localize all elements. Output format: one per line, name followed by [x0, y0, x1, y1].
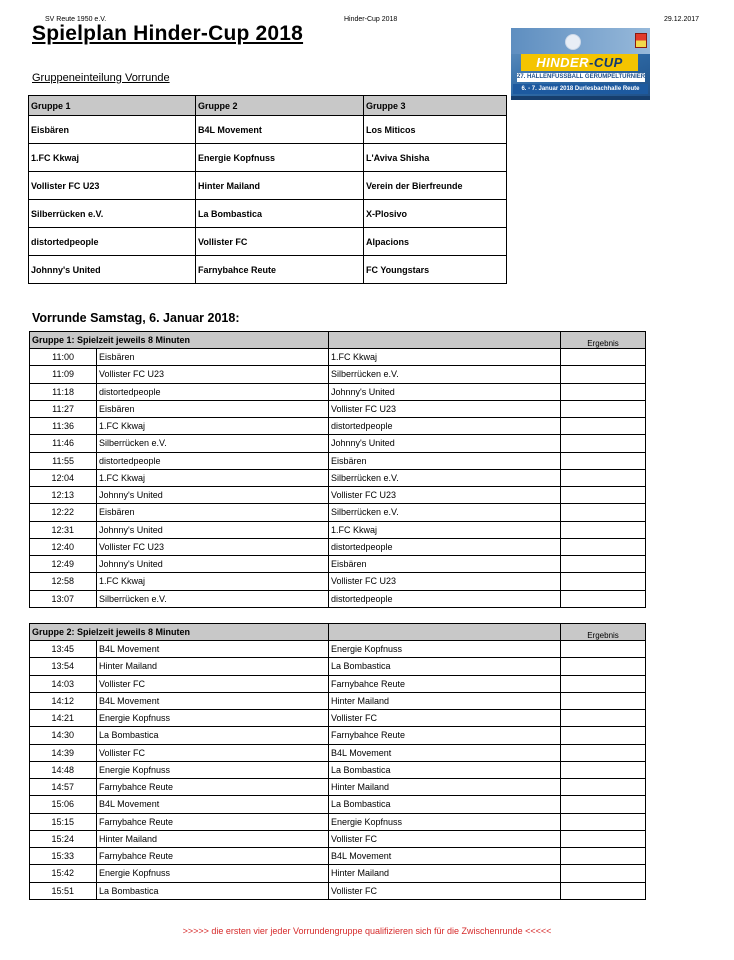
groups-heading: Gruppeneinteilung Vorrunde — [32, 72, 170, 84]
header-date: 29.12.2017 — [664, 16, 700, 23]
match-time: 14:48 — [30, 761, 97, 778]
away-team: La Bombastica — [329, 658, 561, 675]
match-row — [30, 779, 646, 796]
home-team: Farnybahce Reute — [97, 779, 329, 796]
group-2-schedule-table — [29, 623, 646, 900]
header-event: Hinder-Cup 2018 — [344, 16, 398, 23]
match-time: 15:33 — [30, 848, 97, 865]
team-cell: Alpacions — [364, 228, 507, 256]
result-cell — [561, 400, 646, 417]
result-cell — [561, 761, 646, 778]
result-cell — [561, 469, 646, 486]
match-row — [30, 590, 646, 607]
home-team: Vollister FC U23 — [97, 366, 329, 383]
home-team: Energie Kopfnuss — [97, 865, 329, 882]
result-cell — [561, 435, 646, 452]
away-team: distortedpeople — [329, 538, 561, 555]
home-team: Farnybahce Reute — [97, 813, 329, 830]
result-cell — [561, 504, 646, 521]
logo-tournament-line: 27. HALLENFUSSBALL GERÜMPELTURNIER — [517, 74, 646, 80]
team-cell: 1.FC Kkwaj — [29, 144, 196, 172]
match-row — [30, 349, 646, 366]
header-club: SV Reute 1950 e.V. — [45, 16, 107, 23]
team-cell: distortedpeople — [29, 228, 196, 256]
team-cell: B4L Movement — [196, 116, 364, 144]
away-team: 1.FC Kkwaj — [329, 521, 561, 538]
home-team: Silberrücken e.V. — [97, 435, 329, 452]
result-cell — [561, 556, 646, 573]
result-cell — [561, 727, 646, 744]
home-team: Hinter Mailand — [97, 830, 329, 847]
group-header: Gruppe 2 — [196, 96, 364, 116]
schedule-title: Gruppe 1: Spielzeit jeweils 8 Minuten — [30, 332, 329, 349]
result-cell — [561, 641, 646, 658]
away-team: Johnny's United — [329, 435, 561, 452]
team-cell: Farnybahce Reute — [196, 256, 364, 284]
team-cell: Johnny's United — [29, 256, 196, 284]
home-team: Eisbären — [97, 504, 329, 521]
match-row — [30, 848, 646, 865]
group-1-schedule-table — [29, 331, 646, 608]
home-team: Vollister FC — [97, 675, 329, 692]
match-row — [30, 710, 646, 727]
result-cell — [561, 349, 646, 366]
match-time: 13:07 — [30, 590, 97, 607]
match-time: 12:13 — [30, 487, 97, 504]
match-time: 11:18 — [30, 383, 97, 400]
match-row — [30, 452, 646, 469]
result-cell — [561, 865, 646, 882]
group-row — [29, 200, 507, 228]
match-time: 11:09 — [30, 366, 97, 383]
team-cell: Los Miticos — [364, 116, 507, 144]
away-team: Hinter Mailand — [329, 692, 561, 709]
away-team: Farnybahce Reute — [329, 727, 561, 744]
result-cell — [561, 813, 646, 830]
home-team: Hinter Mailand — [97, 658, 329, 675]
home-team: Farnybahce Reute — [97, 848, 329, 865]
home-team: distortedpeople — [97, 383, 329, 400]
home-team: Vollister FC — [97, 744, 329, 761]
match-row — [30, 675, 646, 692]
away-team: Energie Kopfnuss — [329, 813, 561, 830]
match-row — [30, 504, 646, 521]
away-team: 1.FC Kkwaj — [329, 349, 561, 366]
match-time: 12:22 — [30, 504, 97, 521]
logo-date-line: 6. - 7. Januar 2018 Durlesbachhalle Reute — [513, 84, 648, 94]
away-team: Vollister FC — [329, 882, 561, 899]
match-row — [30, 727, 646, 744]
result-cell — [561, 744, 646, 761]
match-row — [30, 761, 646, 778]
home-team: Eisbären — [97, 349, 329, 366]
result-cell — [561, 452, 646, 469]
result-cell — [561, 521, 646, 538]
away-team: Silberrücken e.V. — [329, 504, 561, 521]
vorrunde-heading: Vorrunde Samstag, 6. Januar 2018: — [32, 311, 240, 325]
schedule-header-blank — [329, 332, 561, 349]
away-team: La Bombastica — [329, 796, 561, 813]
away-team: Vollister FC — [329, 830, 561, 847]
match-time: 13:45 — [30, 641, 97, 658]
away-team: Eisbären — [329, 452, 561, 469]
qualification-note: >>>>> die ersten vier jeder Vorrundengruppe qualifizieren sich für die Zwischenrunde <<<<< — [182, 926, 552, 936]
away-team: B4L Movement — [329, 848, 561, 865]
home-team: Johnny's United — [97, 556, 329, 573]
team-cell: Hinter Mailand — [196, 172, 364, 200]
match-row — [30, 882, 646, 899]
match-time: 12:58 — [30, 573, 97, 590]
away-team: Silberrücken e.V. — [329, 366, 561, 383]
match-time: 11:46 — [30, 435, 97, 452]
home-team: B4L Movement — [97, 641, 329, 658]
match-row — [30, 641, 646, 658]
group-header: Gruppe 1 — [29, 96, 196, 116]
result-cell — [561, 692, 646, 709]
away-team: distortedpeople — [329, 590, 561, 607]
result-header: Ergebnis — [561, 624, 646, 641]
crest-icon — [635, 33, 647, 48]
result-cell — [561, 573, 646, 590]
group-row — [29, 172, 507, 200]
away-team: La Bombastica — [329, 761, 561, 778]
match-time: 12:04 — [30, 469, 97, 486]
logo-footer-bar — [511, 96, 650, 100]
home-team: Vollister FC U23 — [97, 538, 329, 555]
match-row — [30, 487, 646, 504]
team-cell: L'Aviva Shisha — [364, 144, 507, 172]
match-time: 11:36 — [30, 418, 97, 435]
ball-icon — [565, 34, 581, 50]
away-team: Silberrücken e.V. — [329, 469, 561, 486]
group-assignment-table — [28, 95, 507, 284]
team-cell: Verein der Bierfreunde — [364, 172, 507, 200]
match-time: 15:06 — [30, 796, 97, 813]
group-row — [29, 256, 507, 284]
away-team: Hinter Mailand — [329, 865, 561, 882]
home-team: B4L Movement — [97, 692, 329, 709]
home-team: Energie Kopfnuss — [97, 761, 329, 778]
team-cell: Energie Kopfnuss — [196, 144, 364, 172]
result-cell — [561, 796, 646, 813]
away-team: B4L Movement — [329, 744, 561, 761]
match-time: 12:31 — [30, 521, 97, 538]
match-row — [30, 573, 646, 590]
match-time: 14:21 — [30, 710, 97, 727]
team-cell: FC Youngstars — [364, 256, 507, 284]
match-time: 14:12 — [30, 692, 97, 709]
home-team: B4L Movement — [97, 796, 329, 813]
result-cell — [561, 418, 646, 435]
match-row — [30, 538, 646, 555]
logo-brand: HINDER-CUP — [521, 54, 638, 71]
home-team: 1.FC Kkwaj — [97, 573, 329, 590]
match-row — [30, 796, 646, 813]
match-time: 11:27 — [30, 400, 97, 417]
match-time: 12:49 — [30, 556, 97, 573]
group-row — [29, 144, 507, 172]
hinder-cup-logo — [511, 28, 650, 100]
match-row — [30, 692, 646, 709]
result-header: Ergebnis — [561, 332, 646, 349]
away-team: Farnybahce Reute — [329, 675, 561, 692]
match-row — [30, 366, 646, 383]
match-time: 11:00 — [30, 349, 97, 366]
schedule-title: Gruppe 2: Spielzeit jeweils 8 Minuten — [30, 624, 329, 641]
result-cell — [561, 383, 646, 400]
match-row — [30, 383, 646, 400]
match-row — [30, 813, 646, 830]
match-row — [30, 830, 646, 847]
group-row — [29, 228, 507, 256]
match-time: 12:40 — [30, 538, 97, 555]
away-team: Vollister FC U23 — [329, 487, 561, 504]
match-row — [30, 469, 646, 486]
result-cell — [561, 830, 646, 847]
result-cell — [561, 658, 646, 675]
team-cell: Vollister FC U23 — [29, 172, 196, 200]
result-cell — [561, 590, 646, 607]
away-team: Vollister FC U23 — [329, 573, 561, 590]
match-row — [30, 435, 646, 452]
match-time: 15:42 — [30, 865, 97, 882]
group-header: Gruppe 3 — [364, 96, 507, 116]
home-team: Energie Kopfnuss — [97, 710, 329, 727]
away-team: Johnny's United — [329, 383, 561, 400]
match-time: 15:24 — [30, 830, 97, 847]
match-row — [30, 556, 646, 573]
match-row — [30, 658, 646, 675]
home-team: distortedpeople — [97, 452, 329, 469]
result-cell — [561, 779, 646, 796]
result-cell — [561, 366, 646, 383]
away-team: Vollister FC U23 — [329, 400, 561, 417]
match-time: 15:15 — [30, 813, 97, 830]
match-time: 14:30 — [30, 727, 97, 744]
match-time: 13:54 — [30, 658, 97, 675]
away-team: distortedpeople — [329, 418, 561, 435]
result-cell — [561, 882, 646, 899]
result-cell — [561, 848, 646, 865]
result-cell — [561, 538, 646, 555]
schedule-header-row — [30, 624, 646, 641]
away-team: Energie Kopfnuss — [329, 641, 561, 658]
schedule-header-row — [30, 332, 646, 349]
home-team: 1.FC Kkwaj — [97, 469, 329, 486]
match-time: 14:03 — [30, 675, 97, 692]
home-team: Johnny's United — [97, 521, 329, 538]
result-cell — [561, 487, 646, 504]
match-row — [30, 744, 646, 761]
match-time: 14:39 — [30, 744, 97, 761]
team-cell: La Bombastica — [196, 200, 364, 228]
page-title: Spielplan Hinder-Cup 2018 — [32, 22, 304, 45]
away-team: Vollister FC — [329, 710, 561, 727]
group-header-row — [29, 96, 507, 116]
team-cell: X-Plosivo — [364, 200, 507, 228]
result-cell — [561, 675, 646, 692]
home-team: La Bombastica — [97, 882, 329, 899]
team-cell: Silberrücken e.V. — [29, 200, 196, 228]
match-time: 15:51 — [30, 882, 97, 899]
match-row — [30, 418, 646, 435]
away-team: Eisbären — [329, 556, 561, 573]
home-team: Eisbären — [97, 400, 329, 417]
team-cell: Eisbären — [29, 116, 196, 144]
match-row — [30, 865, 646, 882]
schedule-header-blank — [329, 624, 561, 641]
home-team: Johnny's United — [97, 487, 329, 504]
home-team: Silberrücken e.V. — [97, 590, 329, 607]
match-row — [30, 400, 646, 417]
away-team: Hinter Mailand — [329, 779, 561, 796]
match-time: 11:55 — [30, 452, 97, 469]
match-time: 14:57 — [30, 779, 97, 796]
home-team: La Bombastica — [97, 727, 329, 744]
group-row — [29, 116, 507, 144]
team-cell: Vollister FC — [196, 228, 364, 256]
result-cell — [561, 710, 646, 727]
home-team: 1.FC Kkwaj — [97, 418, 329, 435]
match-row — [30, 521, 646, 538]
